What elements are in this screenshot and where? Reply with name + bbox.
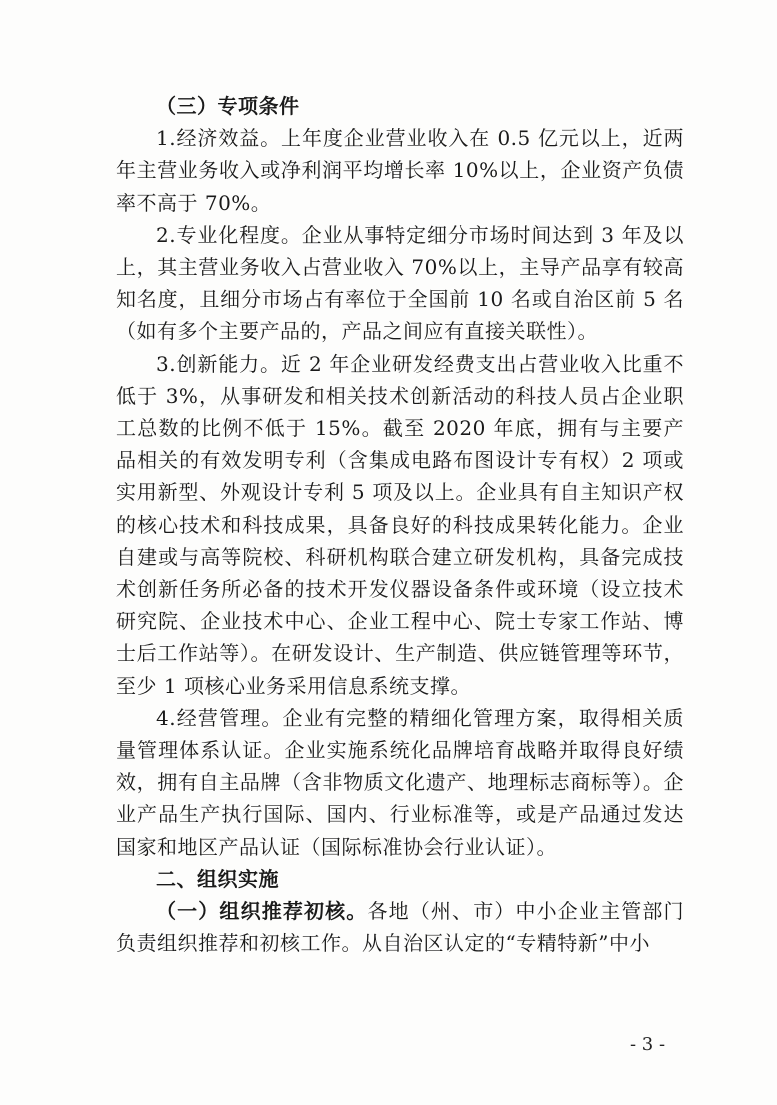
paragraph-innovation: 3.创新能力。近 2 年企业研发经费支出占营业收入比重不低于 3%，从事研发和相关技术创新活动的科技人员占企业职工总数的比例不低于 15%。截至 2020 年底，拥有与主要产品相关的有效发明专利（含集成电路布图设计专有权）2 项或实用新型、外观设计专利 5 项及以上。企业具有自主知识产权的核心技术和科技成果，具备良好的科技成果转化能力。企业自建或与高等院校、科研机构联合建立研发机构，具备完成技术创新任务所必备的技术开发仪器设备条件或环境（设立技术研究院、企业技术中心、企业工程中心、院士专家工作站、博士后工作站等）。在研发设计、生产制造、供应链管理等环节，至少 1 项核心业务采用信息系统支撑。 [116, 351, 684, 698]
subsection-recommendation-text: 各地（州、市）中小企业主管部门负责组织推荐和初核工作。从自治区认定的“专精特新”中小 [116, 899, 685, 956]
section-special-conditions-title: （三）专项条件 [156, 94, 300, 118]
paragraph-specialization: 2.专业化程度。企业从事特定细分市场时间达到 3 年及以上，其主营业务收入占营业收入 70%以上，主导产品享有较高知名度，且细分市场占有率位于全国前 10 名或自治区前 5 名（如有多个主要产品的，产品之间应有直接关联性）。 [116, 222, 684, 344]
paragraph-management: 4.经营管理。企业有完整的精细化管理方案，取得相关质量管理体系认证。企业实施系统化品牌培育战略并取得良好绩效，拥有自主品牌（含非物质文化遗产、地理标志商标等）。企业产品生产执行国际、国内、行业标准等，或是产品通过发达国家和地区产品认证（国际标准协会行业认证）。 [116, 705, 684, 859]
subsection-recommendation-lead: （一）组织推荐初核。 [156, 899, 368, 924]
section-organization-title: 二、组织实施 [156, 866, 279, 891]
page-number: - 3 - [630, 1034, 666, 1055]
document-body [116, 90, 684, 959]
paragraph-recommendation [116, 895, 684, 959]
paragraph-economic-benefit: 1.经济效益。上年度企业营业收入在 0.5 亿元以上，近两年主营业务收入或净利润平均增长率 10%以上，企业资产负债率不高于 70%。 [116, 126, 684, 215]
